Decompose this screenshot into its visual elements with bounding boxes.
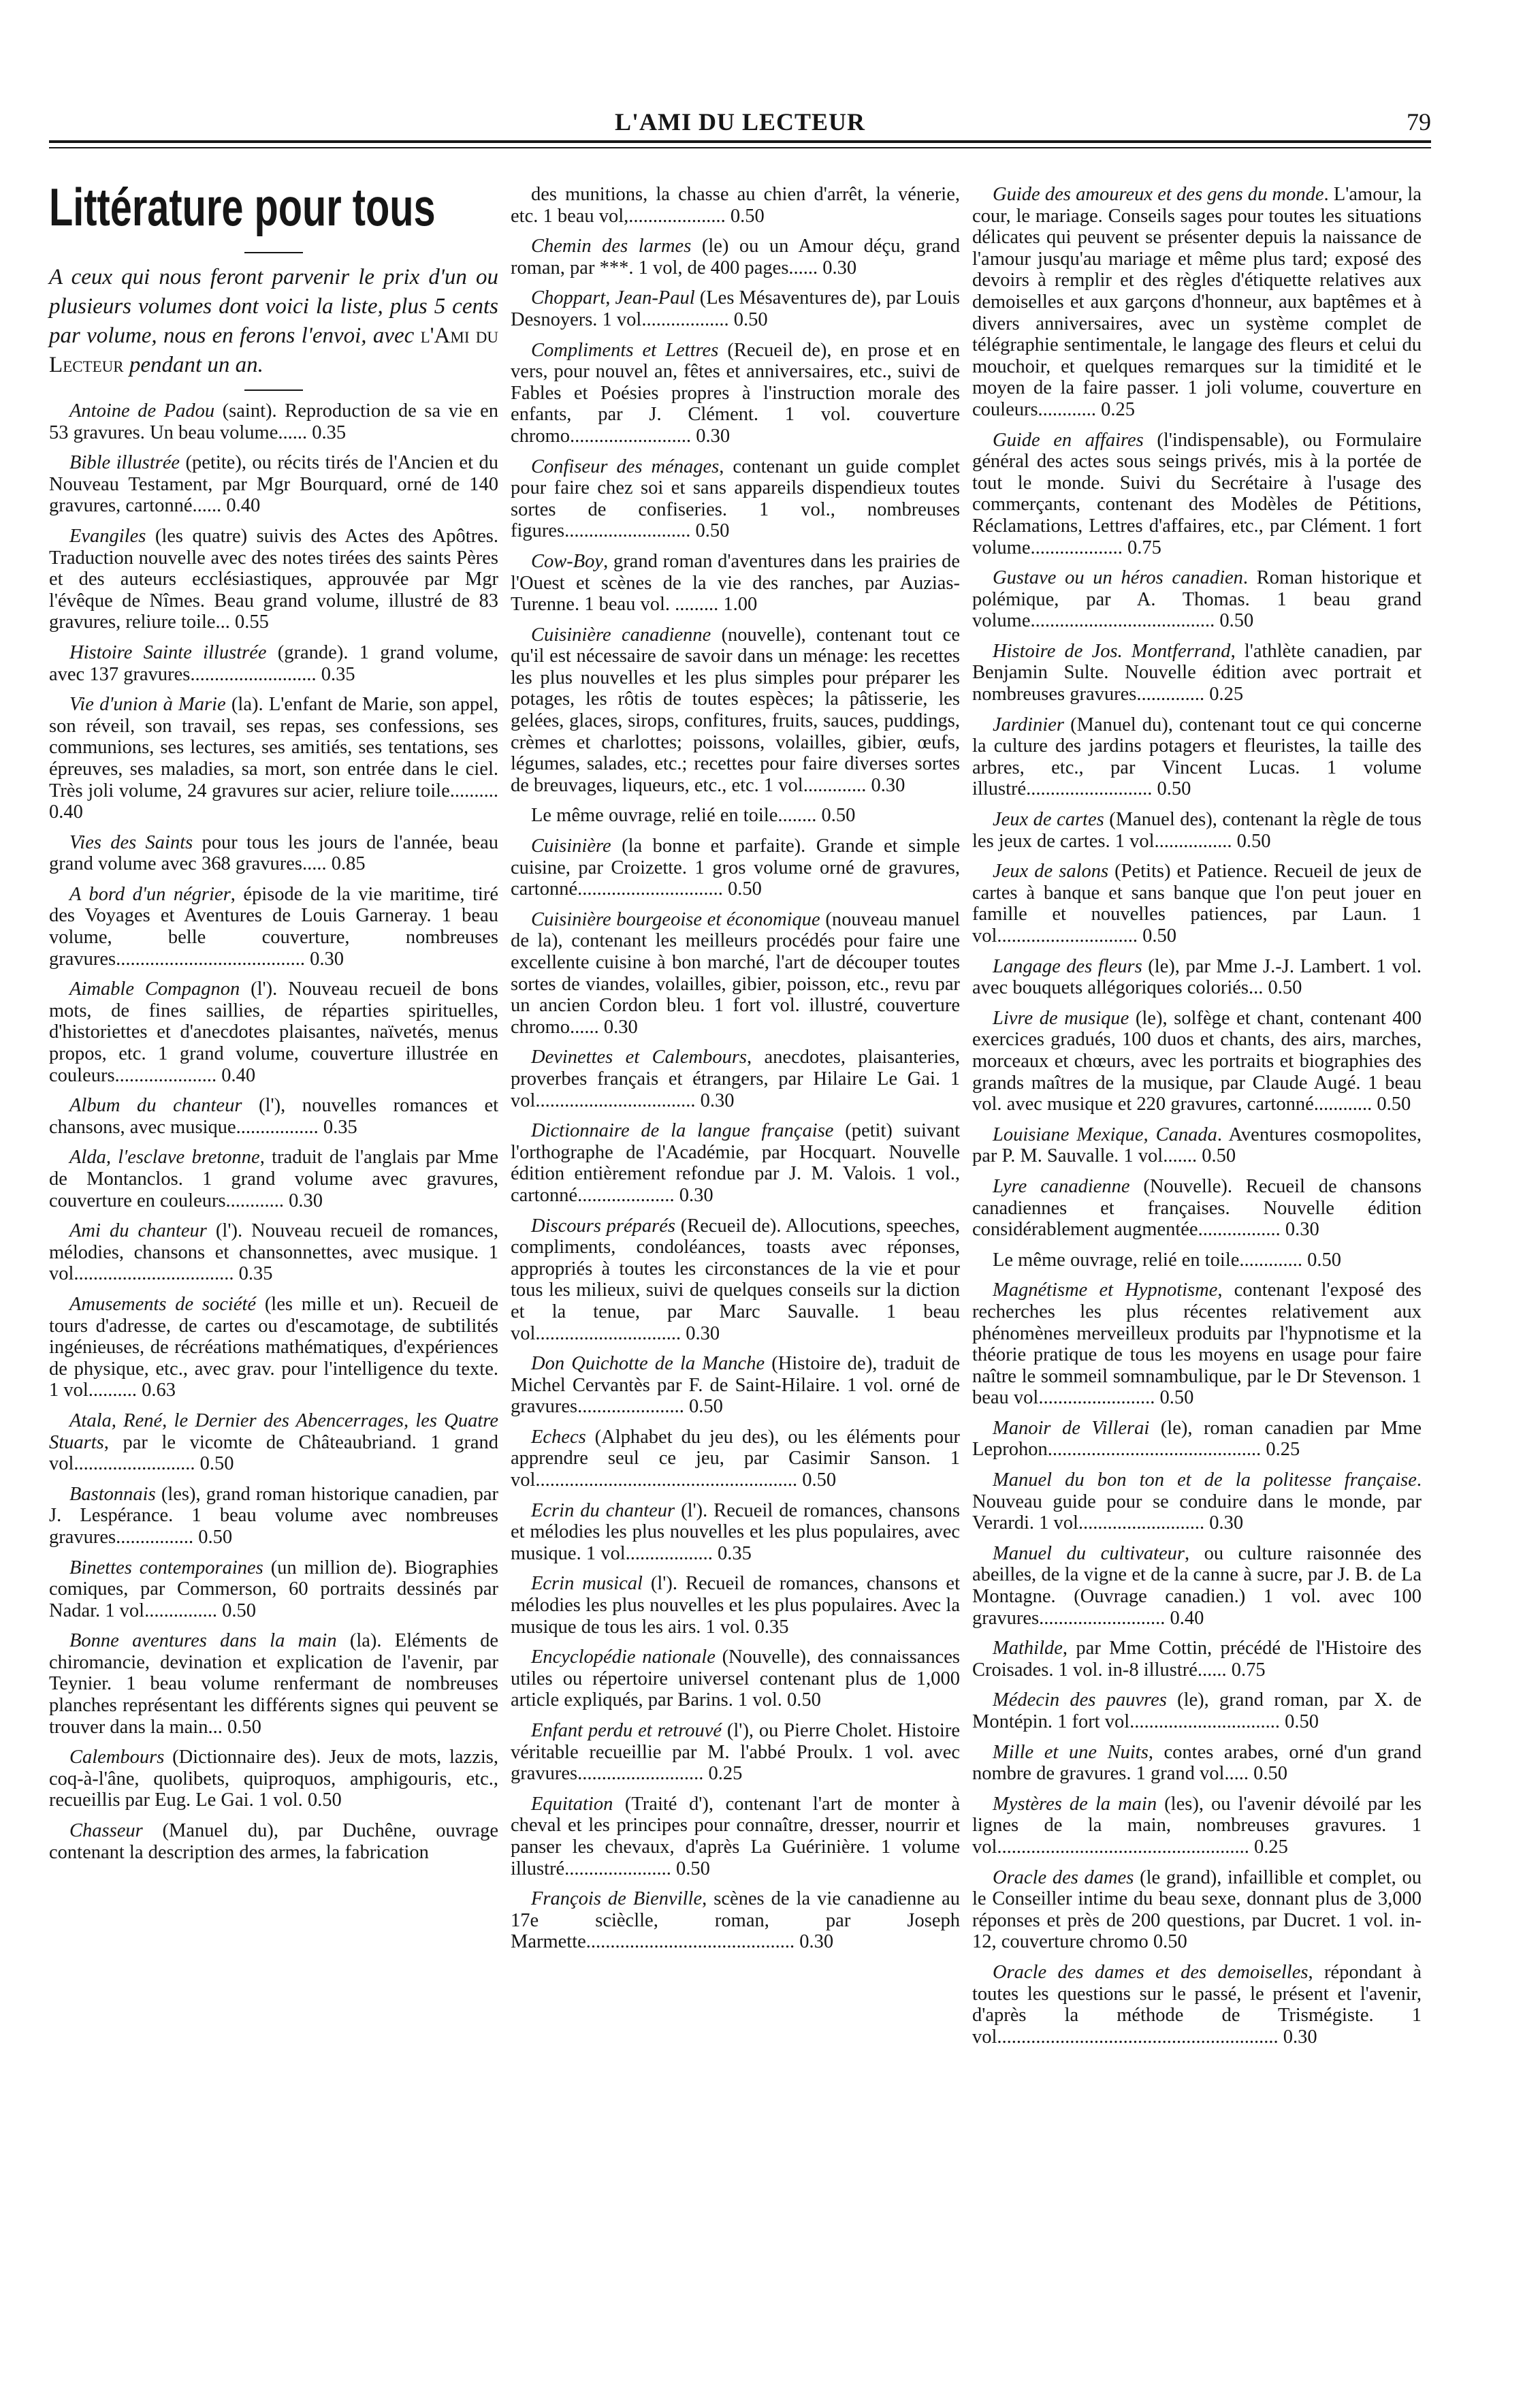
catalog-entry bbox=[972, 1279, 1422, 1409]
book-title: Mystères de la main bbox=[993, 1793, 1157, 1815]
book-title: Oracle des dames et des demoiselles bbox=[993, 1961, 1309, 1983]
catalog-entry bbox=[972, 861, 1422, 947]
catalog-entry bbox=[972, 714, 1422, 800]
catalog-entry bbox=[49, 1820, 498, 1863]
catalog-entry bbox=[972, 1638, 1422, 1681]
book-description: (l'), nouvelles romances et chansons, avec musique................. 0.35 bbox=[49, 1095, 499, 1138]
book-title: Histoire Sainte illustrée bbox=[69, 641, 267, 663]
book-title: Aimable Compagnon bbox=[69, 979, 240, 1000]
book-description: (Nouvelle). Recueil de chansons canadiennes et françaises. Nouvelle édition considérablement augmentée................. 0.30 bbox=[972, 1175, 1422, 1241]
book-title: Cuisinière bourgeoise et économique bbox=[531, 908, 820, 930]
catalog-entry bbox=[972, 1962, 1422, 2048]
book-description: , anecdotes, plaisanteries, proverbes français et étrangers, par Hilaire Le Gai. 1 vol................................. 0.30 bbox=[511, 1047, 960, 1111]
column-2-entries bbox=[511, 184, 960, 1953]
catalog-entry bbox=[972, 1176, 1422, 1241]
catalog-entry bbox=[972, 1124, 1422, 1167]
catalog-entry bbox=[972, 809, 1422, 852]
book-description: (les), ou l'avenir dévoilé par les lignes de la main, nombreuses gravures. 1 vol.................................................... 0.25 bbox=[972, 1793, 1422, 1858]
catalog-entry bbox=[511, 1353, 960, 1418]
catalog-entry bbox=[511, 1647, 960, 1711]
book-description: . Aventures cosmopolites, par P. M. Sauvalle. 1 vol....... 0.50 bbox=[972, 1124, 1422, 1167]
book-title: Bible illustrée bbox=[69, 452, 180, 474]
book-description: , scènes de la vie canadienne au 17e scièclle, roman, par Joseph Marmette........................................... 0.30 bbox=[511, 1888, 961, 1953]
book-title: Encyclopédie nationale bbox=[531, 1647, 716, 1668]
book-title: Ecrin du chanteur bbox=[531, 1499, 675, 1521]
book-description: (le), par Mme J.-J. Lambert. 1 vol. avec bouquets allégoriques coloriés... 0.50 bbox=[972, 955, 1422, 999]
book-title: Album du chanteur bbox=[69, 1095, 242, 1117]
book-description: (petite), ou récits tirés de l'Ancien et du Nouveau Testament, par Mgr Bourquard, orné de 140 gravures, cartonné...... 0.40 bbox=[49, 452, 498, 517]
book-description: des munitions, la chasse au chien d'arrêt, la vénerie, etc. 1 beau vol,.................... 0.50 bbox=[511, 184, 960, 227]
catalog-entry bbox=[49, 694, 498, 823]
book-title: Jardinier bbox=[993, 714, 1065, 735]
catalog-entry bbox=[972, 1543, 1422, 1629]
book-description: (le) ou un Amour déçu, grand roman, par ***. 1 vol, de 400 pages...... 0.30 bbox=[511, 236, 960, 279]
catalog-entry bbox=[511, 1573, 960, 1638]
catalog-entry bbox=[511, 836, 960, 900]
book-description: (le), roman canadien par Mme Leprohon............................................ 0.25 bbox=[972, 1417, 1422, 1461]
book-title: Bonne aventures dans la main bbox=[69, 1630, 337, 1652]
book-description: (l'). Nouveau recueil de romances, mélodies, chansons et chansonnettes, avec musique. 1 vol................................. 0.35 bbox=[49, 1220, 498, 1285]
title-divider bbox=[244, 252, 303, 253]
book-title: Guide des amoureux et des gens du monde bbox=[993, 184, 1324, 205]
book-title: A bord d'un négrier bbox=[69, 883, 231, 905]
book-title: Evangiles bbox=[69, 525, 146, 547]
catalog-entry bbox=[511, 1500, 960, 1565]
column-2 bbox=[511, 184, 960, 1962]
intro-text: A ceux qui nous feront parvenir le prix d'un ou plusieurs volumes dont voici la liste, plus 5 cents par volume, nous en ferons l'envoi, avec bbox=[49, 265, 498, 348]
catalog-entry bbox=[511, 184, 960, 227]
book-title: Compliments et Lettres bbox=[531, 339, 719, 361]
book-description: (Les Mésaventures de), par Louis Desnoyers. 1 vol.................. 0.50 bbox=[511, 287, 961, 330]
book-title: Ami du chanteur bbox=[69, 1220, 207, 1242]
catalog-entry bbox=[49, 642, 498, 685]
catalog-entry bbox=[972, 430, 1422, 559]
book-description: , traduit de l'anglais par Mme de Montanclos. 1 grand volume avec gravures, couverture en couleurs............ 0.30 bbox=[49, 1147, 499, 1211]
book-description: (l'). Recueil de romances, chansons et mélodies les plus nouvelles et les plus populaires. Avec la musique de tous les airs. 1 vol. 0.35 bbox=[511, 1573, 960, 1638]
book-description: (Manuel du), contenant tout ce qui concerne la culture des jardins potagers et fleuristes, la taille des arbres, etc., par Vincent Lucas. 1 volume illustré.......................... 0.50 bbox=[972, 714, 1422, 800]
catalog-entry bbox=[511, 340, 960, 447]
book-description: (nouveau manuel de la), contenant les meilleurs procédés pour faire une excellente cuisine à bon marché, l'art de découper toutes sortes de viandes, volailles, gibier, poisson, etc., revu par un ancien Cordon bleu. 1 fort vol. illustré, couverture chromo...... 0.30 bbox=[511, 908, 960, 1038]
catalog-entry bbox=[49, 1147, 498, 1211]
catalog-entry bbox=[49, 1410, 498, 1475]
page-number: 79 bbox=[1407, 108, 1431, 136]
book-title: Devinettes et Calembours bbox=[531, 1047, 747, 1068]
book-title: Binettes contemporaines bbox=[69, 1557, 263, 1578]
catalog-entry bbox=[49, 979, 498, 1086]
catalog-entry bbox=[972, 1794, 1422, 1858]
book-title: Discours préparés bbox=[531, 1215, 675, 1237]
book-title: Equitation bbox=[531, 1793, 613, 1815]
catalog-entry bbox=[49, 526, 498, 633]
book-title: Bastonnais bbox=[69, 1483, 156, 1505]
book-description: Le même ouvrage, relié en toile........ 0.50 bbox=[531, 805, 856, 827]
running-header bbox=[49, 108, 1431, 139]
catalog-entry bbox=[49, 1630, 498, 1738]
book-title: Alda, l'esclave bretonne bbox=[69, 1147, 260, 1168]
book-title: Cuisinière bbox=[531, 836, 611, 857]
book-description: (Dictionnaire des). Jeux de mots, lazzis, coq-à-l'âne, quolibets, quiproquos, amphigouris, etc., recueillis par Eug. Le Gai. 1 vol. 0.50 bbox=[49, 1747, 498, 1811]
book-description: (Alphabet du jeu des), ou les éléments pour apprendre seul ce jeu, par Casimir Sanson. 1 vol...................................................... 0.50 bbox=[511, 1426, 960, 1491]
book-description: (Histoire de), traduit de Michel Cervantès par F. de Saint-Hilaire. 1 vol. orné de gravures...................... 0.50 bbox=[511, 1353, 961, 1418]
book-title: Manoir de Villerai bbox=[993, 1417, 1150, 1439]
book-title: Médecin des pauvres bbox=[993, 1689, 1167, 1711]
catalog-entry bbox=[49, 400, 498, 443]
catalog-entry bbox=[511, 287, 960, 330]
catalog-entry bbox=[511, 909, 960, 1038]
journal-title: L'AMI DU LECTEUR bbox=[614, 108, 866, 136]
catalog-entry bbox=[511, 456, 960, 542]
book-description: (les quatre) suivis des Actes des Apôtres. Traduction nouvelle avec des notes tirées des saints Pères et des auteurs ecclésiastiques, approuvée par Mgr l'évêque de Nîmes. Beau grand volume, illustré de 83 gravures, reliure toile... 0.55 bbox=[49, 525, 498, 633]
book-title: Oracle des dames bbox=[993, 1866, 1134, 1888]
book-description: (la). Eléments de chiromancie, devination et explication de l'avenir, par Teynier. 1 beau volume renfermant de nombreuses planches représentant les différents signes qui peuvent se trouver dans la main... 0.50 bbox=[49, 1630, 498, 1738]
catalog-entry bbox=[49, 1294, 498, 1401]
catalog-entry bbox=[49, 1484, 498, 1548]
book-title: Choppart, Jean-Paul bbox=[531, 287, 695, 309]
book-title: Mille et une Nuits bbox=[993, 1741, 1149, 1763]
catalog-entry bbox=[972, 1250, 1422, 1271]
book-description: (la). L'enfant de Marie, son appel, son réveil, son travail, ses repas, ses confessions, ses communions, ses lectures, ses amitiés, ses tentations, ses épreuves, ses maladies, sa mort, son entrée dans le ciel. Très joli volume, 24 gravures sur acier, reliure toile.......... 0.40 bbox=[49, 694, 498, 823]
book-description: (un million de). Biographies comiques, par Commerson, 60 portraits dessinés par Nadar. 1 vol............... 0.50 bbox=[49, 1557, 499, 1621]
catalog-entry bbox=[972, 567, 1422, 632]
catalog-entry bbox=[511, 1720, 960, 1785]
section-intro bbox=[49, 263, 498, 380]
book-description: . Nouveau guide pour se conduire dans le monde, par Verardi. 1 vol.......................... 0.30 bbox=[972, 1469, 1422, 1534]
book-description: , contes arabes, orné d'un grand nombre de gravures. 1 grand vol..... 0.50 bbox=[972, 1741, 1422, 1785]
catalog-entry bbox=[972, 1418, 1422, 1461]
column-1 bbox=[49, 176, 498, 1872]
book-title: Chemin des larmes bbox=[531, 236, 692, 257]
column-3 bbox=[972, 184, 1422, 2056]
book-description: Le même ouvrage, relié en toile............. 0.50 bbox=[993, 1249, 1342, 1271]
catalog-entry bbox=[49, 884, 498, 970]
book-description: (le), grand roman, par X. de Montépin. 1 fort vol............................... 0.50 bbox=[972, 1689, 1422, 1732]
catalog-entry bbox=[972, 1689, 1422, 1732]
book-title: Lyre canadienne bbox=[993, 1175, 1130, 1197]
book-description: (Recueil de). Allocutions, speeches, compliments, condoléances, toasts avec réponses, appropriés à toutes les circonstances de la vie et pour tous les milieux, suivi de quelques conseils sur la diction et la tenue, par Marc Sauvalle. 1 beau vol.............................. 0.30 bbox=[511, 1215, 960, 1344]
catalog-entry bbox=[49, 832, 498, 875]
book-description: . L'amour, la cour, le mariage. Conseils sages pour toutes les situations délicates qui peuvent se présenter depuis la naissance de l'amour jusqu'au mariage et même plus tard; exposé des devoirs à remplir et des règles d'étiquette relatives aux demoiselles et aux garçons d'honneur, aux baptêmes et à divers anniversaires, avec un système complet de télégraphie sentimentale, le langage des fleurs et celui du mouchoir, et quelques remarques sur la timidité et le moyen de la faire passer. 1 joli volume, couverture en couleurs............ 0.25 bbox=[972, 184, 1422, 420]
catalog-entry bbox=[49, 1220, 498, 1285]
book-description: (Recueil de), en prose et en vers, pour nouvel an, fêtes et anniversaires, etc., suivi de Fables et Poésies propres à l'instruction morale des enfants, par J. Clément. 1 vol. couverture chromo......................... 0.30 bbox=[511, 339, 960, 447]
book-title: Calembours bbox=[69, 1747, 165, 1768]
book-description: , par le vicomte de Châteaubriand. 1 grand vol......................... 0.50 bbox=[49, 1431, 498, 1475]
section-title: Littérature pour tous bbox=[49, 177, 436, 237]
book-title: Chasseur bbox=[69, 1820, 143, 1842]
intro-text-end: pendant un an. bbox=[123, 353, 263, 377]
book-description: (grande). 1 grand volume, avec 137 gravures.......................... 0.35 bbox=[49, 641, 498, 685]
book-title: Histoire de Jos. Montferrand bbox=[993, 640, 1231, 662]
book-description: . Roman historique et polémique, par A. Thomas. 1 beau grand volume...................................... 0.50 bbox=[972, 567, 1422, 632]
book-description: , ou culture raisonnée des abeilles, de la vigne et de la canne à sucre, par J. B. de La Montagne. (Ouvrage canadien.) 1 vol. avec 100 gravures.......................... 0.40 bbox=[972, 1542, 1422, 1629]
book-title: Mathilde bbox=[993, 1638, 1063, 1659]
book-description: pour tous les jours de l'année, beau grand volume avec 368 gravures..... 0.85 bbox=[49, 831, 498, 875]
catalog-entry bbox=[511, 1888, 960, 1953]
book-title: Confiseur des ménages bbox=[531, 456, 720, 477]
book-description: , contenant un guide complet pour faire chez soi et sans appareils dispendieux toutes sortes de confiseries. 1 vol., nombreuses figures.......................... 0.50 bbox=[511, 456, 960, 542]
book-description: , par Mme Cottin, précédé de l'Histoire des Croisades. 1 vol. in-8 illustré...... 0.75 bbox=[972, 1638, 1422, 1681]
book-description: , grand roman d'aventures dans les prairies de l'Ouest et scènes de la vie des ranches, par Auzias-Turenne. 1 beau vol. ......... 1.00 bbox=[511, 550, 960, 616]
book-description: (les), grand roman historique canadien, par J. Lespérance. 1 beau volume avec nombreuses gravures................ 0.50 bbox=[49, 1483, 498, 1548]
book-title: Cow-Boy bbox=[531, 550, 604, 572]
book-title: Cuisinière canadienne bbox=[531, 624, 711, 646]
book-title: Magnétisme et Hypnotisme bbox=[993, 1279, 1218, 1301]
book-title: Jeux de cartes bbox=[993, 809, 1104, 831]
book-title: Don Quichotte de la Manche bbox=[531, 1353, 765, 1375]
book-title: Manuel du cultivateur bbox=[993, 1542, 1185, 1564]
book-title: François de Bienville bbox=[531, 1888, 703, 1910]
catalog-entry bbox=[511, 236, 960, 279]
book-description: (l'), ou Pierre Cholet. Histoire véritable recueillie par M. l'abbé Proulx. 1 vol. avec gravures.......................... 0.25 bbox=[511, 1720, 960, 1785]
book-description: (Traité d'), contenant l'art de monter à cheval et les principes pour connaître, dresser, nourrir et panser les chevaux, d'après La Guérinière. 1 volume illustré...................... 0.50 bbox=[511, 1793, 960, 1879]
book-description: (Nouvelle), des connaissances utiles ou répertoire universel contenant plus de 1,000 article expliqués, par Barins. 1 vol. 0.50 bbox=[511, 1647, 960, 1711]
column-3-entries bbox=[972, 184, 1422, 2048]
column-1-entries bbox=[49, 400, 498, 1863]
book-title: Ecrin musical bbox=[531, 1573, 643, 1595]
catalog-entry bbox=[511, 624, 960, 797]
intro-divider bbox=[244, 389, 303, 391]
catalog-entry bbox=[972, 1008, 1422, 1115]
catalog-entry bbox=[511, 1427, 960, 1491]
book-title: Jeux de salons bbox=[993, 861, 1109, 882]
book-title: Antoine de Padou bbox=[69, 400, 215, 421]
catalog-entry bbox=[511, 1120, 960, 1206]
catalog-entry bbox=[511, 805, 960, 827]
book-description: (la bonne et parfaite). Grande et simple cuisine, par Croizette. 1 gros volume orné de gravures, cartonné.............................. 0.50 bbox=[511, 836, 960, 900]
catalog-entry bbox=[972, 641, 1422, 705]
book-description: (Manuel des), contenant la règle de tous les jeux de cartes. 1 vol................ 0.50 bbox=[972, 809, 1422, 852]
book-description: (saint). Reproduction de sa vie en 53 gravures. Un beau volume...... 0.35 bbox=[49, 400, 498, 443]
catalog-entry bbox=[972, 1469, 1422, 1534]
catalog-entry bbox=[49, 1095, 498, 1138]
catalog-entry bbox=[49, 1557, 498, 1622]
book-description: , contenant l'exposé des recherches les plus récentes relativement aux phénomènes merveilleux produits par l'hypnotisme et la théorie pratique de tous les moyens en usage pour faire naître le sommeil somnambulique, par le Dr Stevenson. 1 beau vol........................ 0.50 bbox=[972, 1279, 1422, 1409]
catalog-entry bbox=[972, 956, 1422, 999]
book-title: Manuel du bon ton et de la politesse française bbox=[993, 1469, 1417, 1491]
book-title: Livre de musique bbox=[993, 1007, 1129, 1029]
book-title: Langage des fleurs bbox=[993, 955, 1142, 977]
book-description: (les mille et un). Recueil de tours d'adresse, de cartes ou d'escamotage, de subtilités ingénieuses, de récréations mathématiques, d'expériences de physique, etc., avec grav. pour l'intelligence du texte. 1 vol.......... 0.63 bbox=[49, 1293, 499, 1401]
catalog-entry bbox=[972, 184, 1422, 421]
book-description: (Manuel du), par Duchêne, ouvrage contenant la description des armes, la fabrication bbox=[49, 1820, 498, 1863]
catalog-entry bbox=[49, 452, 498, 517]
book-description: (l'indispensable), ou Formulaire général des actes sous seings privés, mis à la portée de tout le monde. Suivi du Secrétaire à l'usage des commerçants, contenant des Modèles de Pétitions, Réclamations, Lettres d'affaires, etc., par Clément. 1 fort volume................... 0.75 bbox=[972, 429, 1422, 558]
header-rule-thick bbox=[49, 140, 1431, 143]
book-description: (nouvelle), contenant tout ce qu'il est nécessaire de savoir dans un ménage: les recettes les plus nouvelles et les plus simples pour préparer les potages, les rôtis de toutes espèces; la pâtisserie, les gelées, glaces, sirops, confitures, fruits, sauces, puddings, crèmes et charlottes; poissons, volailles, gibier, œufs, légumes, salades, etc.; recettes pour faire diverses sortes de breuvages, liqueurs, etc., etc. 1 vol............. 0.30 bbox=[511, 624, 960, 796]
catalog-entry bbox=[511, 1794, 960, 1879]
book-title: Amusements de société bbox=[69, 1293, 257, 1315]
book-title: Louisiane Mexique, Canada bbox=[993, 1124, 1217, 1145]
book-description: (petit) suivant l'orthographe de l'Académie, par Hocquart. Nouvelle édition entièrement refondue par J. M. Valois. 1 vol., cartonné.................... 0.30 bbox=[511, 1120, 960, 1206]
book-title: Vie d'union à Marie bbox=[69, 694, 226, 716]
book-title: Guide en affaires bbox=[993, 429, 1144, 451]
book-title: Dictionnaire de la langue française bbox=[531, 1120, 834, 1142]
book-title: Enfant perdu et retrouvé bbox=[531, 1720, 722, 1741]
book-description: , épisode de la vie maritime, tiré des Voyages et Aventures de Louis Garneray. 1 beau volume, belle couverture, nombreuses gravures....................................... 0.30 bbox=[49, 883, 498, 970]
book-description: (l'). Nouveau recueil de bons mots, de fines saillies, de réparties spirituelles, d'historiettes et d'anecdotes plaisantes, naïvetés, menus propos, etc. 1 grand volume, couverture illustrée en couleurs..................... 0.40 bbox=[49, 979, 498, 1086]
header-rule-thin bbox=[49, 147, 1431, 148]
book-description: (le), solfège et chant, contenant 400 exercices gradués, 100 duos et chants, des airs, marches, morceaux et chœurs, avec les portraits et biographies des grands maîtres de la musique, par Claude Augé. 1 beau vol. avec musique et 220 gravures, cartonné............ 0.50 bbox=[972, 1007, 1422, 1115]
book-description: (le grand), infaillible et complet, ou le Conseiller intime du beau sexe, donnant plus de 3,000 réponses et près de 200 questions, par Ducret. 1 vol. in-12, couverture chromo 0.50 bbox=[972, 1866, 1422, 1953]
book-title: Atala, René, le Dernier des Abencerrages, les Quatre Stuarts bbox=[49, 1410, 498, 1453]
catalog-entry bbox=[49, 1747, 498, 1811]
book-description: (l'). Recueil de romances, chansons et mélodies les plus nouvelles et les plus populaires, avec musique. 1 vol.................. 0.35 bbox=[511, 1499, 960, 1564]
book-title: Vies des Saints bbox=[69, 831, 193, 853]
book-title: Echecs bbox=[531, 1426, 586, 1448]
intro-journal-name: l'Ami du Lecteur bbox=[49, 323, 499, 377]
catalog-entry bbox=[972, 1742, 1422, 1785]
book-description: , l'athlète canadien, par Benjamin Sulte. Nouvelle édition avec portrait et nombreuses gravures.............. 0.25 bbox=[972, 640, 1422, 705]
catalog-entry bbox=[511, 1215, 960, 1345]
book-description: , répondant à toutes les questions sur le passé, le présent et l'avenir, d'après la méthode de Trismégiste. 1 vol.......................................................... 0.30 bbox=[972, 1961, 1422, 2048]
book-title: Gustave ou un héros canadien bbox=[993, 567, 1243, 589]
book-description: (Petits) et Patience. Recueil de jeux de cartes à banque et sans banque que l'on peut jouer en famille et nouvelles patiences, par Laun. 1 vol............................. 0.50 bbox=[972, 861, 1422, 947]
catalog-entry bbox=[511, 551, 960, 616]
catalog-entry bbox=[972, 1867, 1422, 1953]
catalog-entry bbox=[511, 1047, 960, 1111]
